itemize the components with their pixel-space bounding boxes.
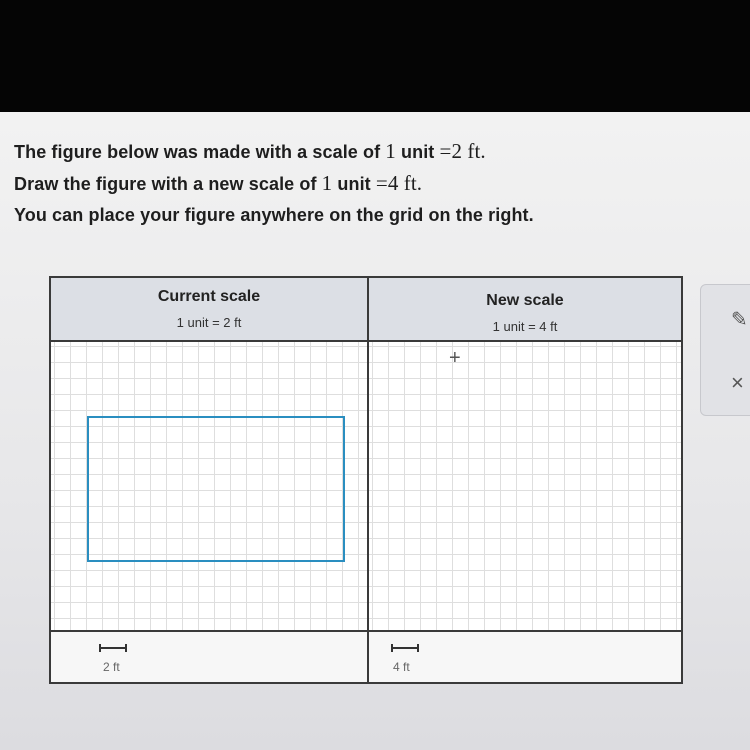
instructions [14, 136, 714, 231]
instruction-line-1 [14, 136, 714, 168]
instruction-text: unit [332, 174, 376, 194]
instruction-number: 1 [385, 139, 396, 163]
new-scale-title: New scale [486, 292, 564, 309]
current-scale-grid [51, 342, 367, 632]
problem-screen [0, 112, 750, 750]
current-scale-header [51, 278, 367, 342]
instruction-scale-value: =4 ft. [375, 171, 423, 195]
crosshair-cursor-icon: + [449, 347, 461, 369]
instruction-text: The figure below was made with a scale of [14, 142, 386, 162]
instruction-line-2 [14, 168, 714, 200]
pencil-icon[interactable]: ✎ [731, 309, 748, 331]
original-figure-rectangle [87, 416, 345, 562]
new-scale-bar-label: 4 ft [393, 660, 410, 674]
close-icon[interactable]: × [731, 370, 744, 395]
new-scale-bar [391, 644, 419, 652]
current-scale-title: Current scale [157, 288, 261, 305]
current-scale-bar [99, 644, 127, 652]
current-scale-bar-area [51, 632, 367, 682]
new-scale-bar-area [369, 632, 681, 682]
drawing-toolbar [700, 284, 750, 416]
new-scale-panel [369, 278, 681, 682]
current-scale-panel [51, 278, 369, 682]
new-scale-subtitle: 1 unit = 4 ft [492, 319, 558, 334]
instruction-text: unit [395, 142, 440, 162]
scale-drawing-widget [49, 276, 683, 684]
current-scale-subtitle: 1 unit = 2 ft [176, 315, 242, 330]
instruction-number: 1 [321, 171, 333, 195]
instruction-line-3: You can place your figure anywhere on the grid on the right. [14, 205, 534, 225]
new-scale-drawing-grid[interactable] [369, 342, 681, 632]
instruction-scale-value: =2 ft. [439, 139, 486, 163]
new-scale-header [369, 278, 681, 342]
current-scale-bar-label: 2 ft [103, 660, 120, 674]
instruction-text: Draw the figure with a new scale of [14, 174, 322, 194]
